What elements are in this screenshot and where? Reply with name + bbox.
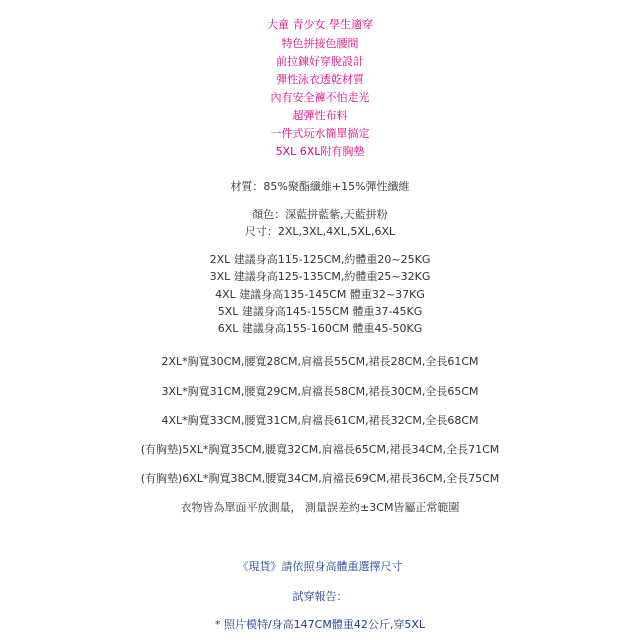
size-recommendation: 3XL 建議身高125-135CM,約體重25~32KG [209,270,431,283]
measurement-note: 衣物皆為單面平放測量， 測量誤差約±3CM皆屬正常範圍 [180,501,460,514]
sizes-text: 尺寸：2XL,3XL,4XL,5XL,6XL [244,225,396,238]
promo-line: 前拉鍊好穿脫設計 [276,55,364,68]
promo-line: 一件式玩水簡單搞定 [270,127,370,140]
size-recommendation: 4XL 建議身高135-145CM 體重32~37KG [215,288,425,301]
trial-report-heading: 試穿報告： [292,590,348,603]
promo-line: 大童 青少女 學生適穿 [267,18,373,31]
colors-text: 顏色：深藍拼藍紫,天藍拼粉 [252,208,388,221]
promo-line: 內有安全褲不怕走光 [270,91,370,104]
measurement-line: 4XL*胸寬33CM,腰寬31CM,肩襠長61CM,裙長32CM,全長68CM [161,414,479,427]
size-recommendation: 2XL 建議身高115-125CM,約體重20~25KG [209,253,431,266]
promo-line: 超彈性布料 [292,109,348,122]
measurement-line: 3XL*胸寬31CM,腰寬29CM,肩襠長58CM,裙長30CM,全長65CM [161,385,479,398]
trial-model-info: * 照片模特/身高147CM體重42公斤,穿5XL [214,618,426,631]
promo-line: 彈性泳衣透乾材質 [276,73,364,86]
size-recommendation: 6XL 建議身高155-160CM 體重45-50KG [217,322,423,335]
promo-line: 5XL 6XL附有胸墊 [275,145,365,158]
size-recommendation: 5XL 建議身高145-155CM 體重37-45KG [217,305,423,318]
material-text: 材質：85%聚酯纖維+15%彈性纖維 [230,180,410,193]
stock-note: 《現貨》請依照身高體重選擇尺寸 [237,560,403,573]
measurement-line: (有胸墊)6XL*胸寬38CM,腰寬34CM,肩襠長69CM,裙長36CM,全長75CM [140,472,500,485]
measurement-line: (有胸墊)5XL*胸寬35CM,腰寬32CM,肩襠長65CM,裙長34CM,全長71CM [140,443,500,456]
measurement-line: 2XL*胸寬30CM,腰寬28CM,肩襠長55CM,裙長28CM,全長61CM [161,355,479,368]
promo-line: 特色拼接色腰間 [281,37,359,50]
